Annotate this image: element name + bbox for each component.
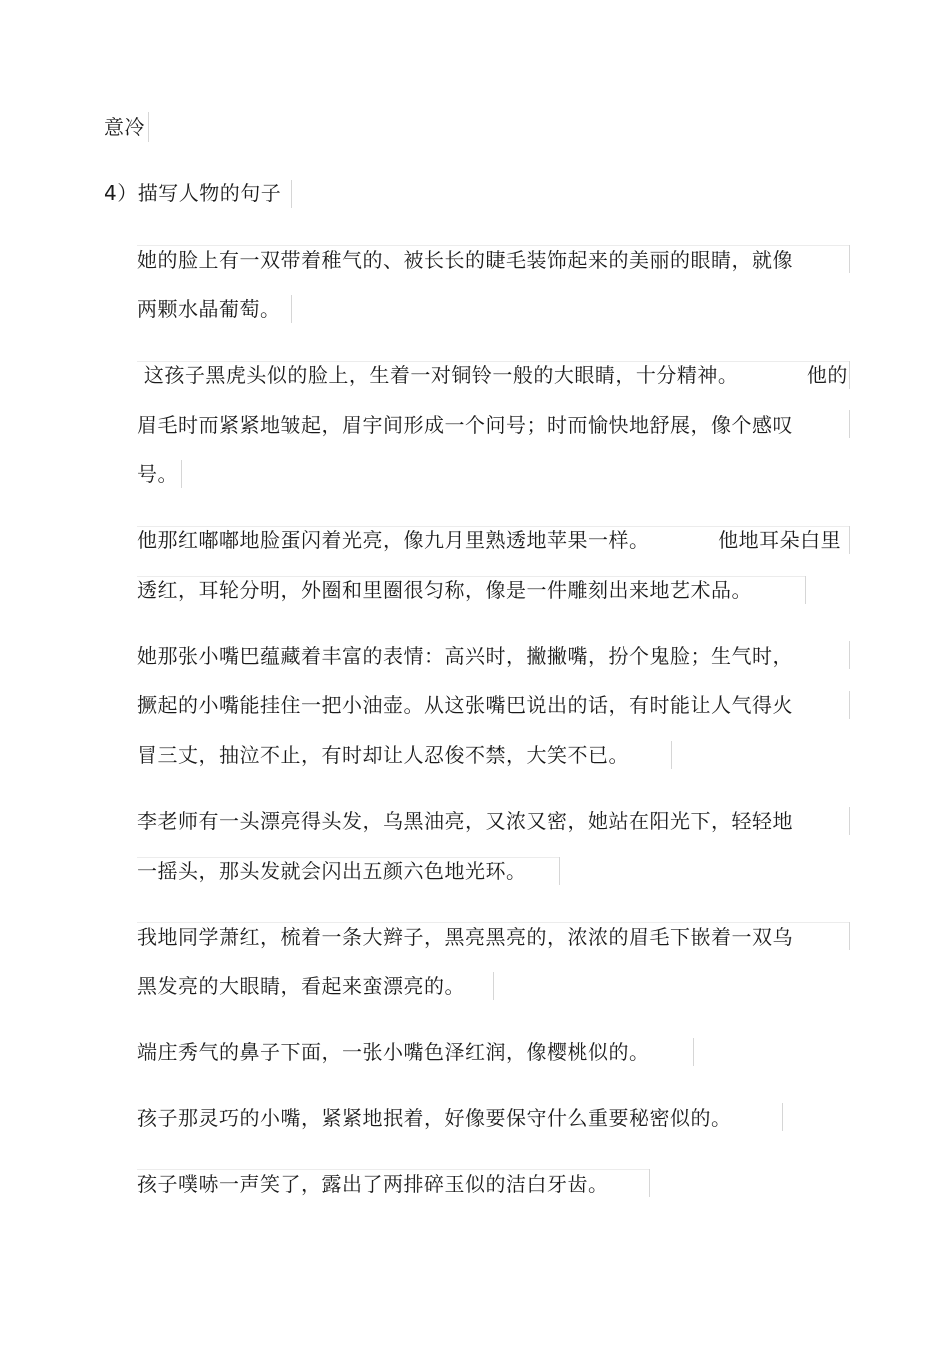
frame-line <box>559 857 560 885</box>
frame-line <box>137 245 850 246</box>
paragraph-line: 号。 <box>137 462 178 486</box>
paragraph-line: 她的脸上有一双带着稚气的、被长长的睫毛装饰起来的美丽的眼睛，就像 <box>137 248 793 272</box>
paragraph-line: 眉毛时而紧紧地皱起，眉宇间形成一个问号；时而愉快地舒展，像个感叹 <box>137 413 793 437</box>
frame-line <box>291 180 292 208</box>
frame-line <box>493 972 494 1000</box>
frame-line <box>849 641 850 669</box>
paragraph-line: 这孩子黑虎头似的脸上，生着一对铜铃一般的大眼睛，十分精神。 他的 <box>137 363 848 387</box>
frame-line <box>137 922 850 923</box>
section-title: 4）描写人物的句子 <box>104 181 282 205</box>
frame-line <box>148 112 149 142</box>
paragraph-line: 黑发亮的大眼睛，看起来蛮漂亮的。 <box>137 974 465 998</box>
paragraph-line: 孩子那灵巧的小嘴，紧紧地抿着，好像要保守什么重要秘密似的。 <box>137 1106 732 1130</box>
paragraph-line: 一摇头，那头发就会闪出五颜六色地光环。 <box>137 859 527 883</box>
paragraph-line: 两颗水晶葡萄。 <box>137 297 281 321</box>
paragraph-line: 透红，耳轮分明，外圈和里圈很匀称，像是一件雕刻出来地艺术品。 <box>137 578 752 602</box>
paragraph-line: 撅起的小嘴能挂住一把小油壶。从这张嘴巴说出的话，有时能让人气得火 <box>137 693 793 717</box>
frame-line <box>805 576 806 604</box>
frame-line <box>181 460 182 488</box>
paragraph-line: 孩子噗哧一声笑了，露出了两排碎玉似的洁白牙齿。 <box>137 1172 609 1196</box>
heading-fragment: 意冷 <box>104 115 145 139</box>
paragraph-line: 李老师有一头漂亮得头发，乌黑油亮，又浓又密，她站在阳光下，轻轻地 <box>137 809 793 833</box>
frame-line <box>693 1038 694 1066</box>
frame-line <box>671 741 672 769</box>
frame-line <box>849 410 850 438</box>
frame-line <box>849 361 850 389</box>
frame-line <box>137 1169 650 1170</box>
paragraph-line: 她那张小嘴巴蕴藏着丰富的表情：高兴时，撇撇嘴，扮个鬼脸；生气时， <box>137 644 793 668</box>
frame-line <box>849 922 850 950</box>
frame-line <box>849 245 850 273</box>
paragraph-line: 我地同学萧红，梳着一条大辫子，黑亮黑亮的，浓浓的眉毛下嵌着一双乌 <box>137 925 793 949</box>
frame-line <box>849 526 850 554</box>
frame-line <box>782 1103 783 1131</box>
frame-line <box>291 295 292 323</box>
paragraph-line: 他那红嘟嘟地脸蛋闪着光亮，像九月里熟透地苹果一样。 他地耳朵白里 <box>137 528 842 552</box>
paragraph-line: 冒三丈，抽泣不止，有时却让人忍俊不禁，大笑不已。 <box>137 743 629 767</box>
paragraph-line: 端庄秀气的鼻子下面，一张小嘴色泽红润，像樱桃似的。 <box>137 1040 650 1064</box>
frame-line <box>849 807 850 835</box>
frame-line <box>649 1169 650 1197</box>
frame-line <box>849 691 850 719</box>
